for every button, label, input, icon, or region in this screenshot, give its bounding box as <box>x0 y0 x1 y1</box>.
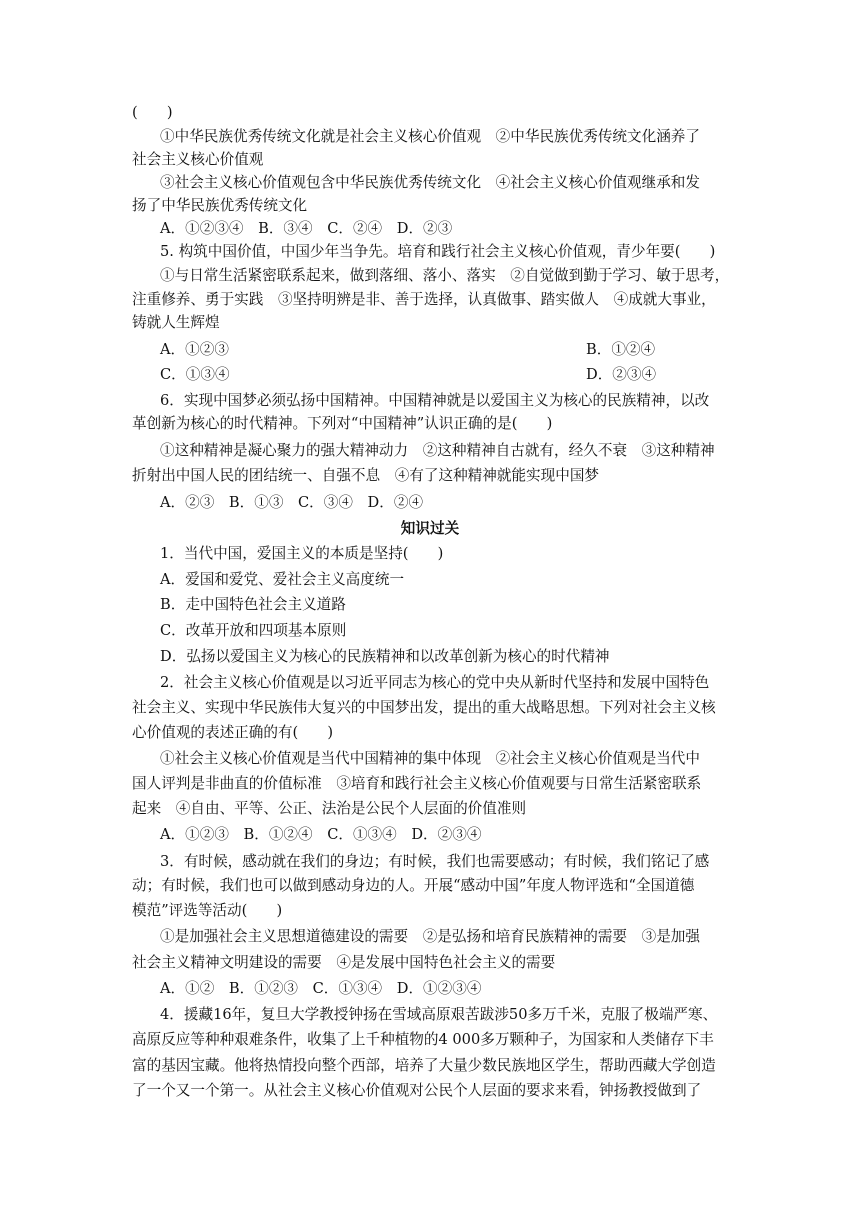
text-line: 心价值观的表述正确的有( ) <box>132 724 334 741</box>
option-b: B．走中国特色社会主义道路 <box>160 596 346 613</box>
text-line: 注重修养、勇于实践 ③坚持明辨是非、善于选择，认真做事、踏实做人 ④成就大事业， <box>132 291 716 308</box>
text-line: 扬了中华民族优秀传统文化 <box>132 197 308 214</box>
text-line: 社会主义核心价值观 <box>132 151 264 168</box>
section-heading: 知识过关 <box>400 520 460 537</box>
option-c: C．改革开放和四项基本原则 <box>160 622 347 639</box>
text-line: 高原反应等种种艰难条件，收集了上千种植物的4 000多万颗种子，为国家和人类储存下丰 <box>132 1031 714 1048</box>
option-b: B．①②④ <box>586 341 656 358</box>
question-5: 5. 构筑中国价值，中国少年当争先。培育和践行社会主义核心价值观，青少年要( ) <box>160 243 716 260</box>
text-line: ③社会主义核心价值观包含中华民族优秀传统文化 ④社会主义核心价值观继承和发 <box>160 174 700 191</box>
question-1: 1．当代中国，爱国主义的本质是坚持( ) <box>160 545 444 562</box>
text-line: ①社会主义核心价值观是当代中国精神的集中体现 ②社会主义核心价值观是当代中 <box>160 750 700 767</box>
answer-options: A．②③ B．①③ C．③④ D．②④ <box>160 494 424 511</box>
text-line: 模范”评选等活动( ) <box>132 902 283 919</box>
answer-options <box>160 340 760 360</box>
text-line: 社会主义、实现中华民族伟大复兴的中国梦出发，提出的重大战略思想。下列对社会主义核 <box>132 699 716 716</box>
answer-options: A．①② B．①②③ C．①③④ D．①②③④ <box>160 980 482 997</box>
text-line: 起来 ④自由、平等、公正、法治是公民个人层面的价值准则 <box>132 800 527 817</box>
text-line: ①中华民族优秀传统文化就是社会主义核心价值观 ②中华民族优秀传统文化涵养了 <box>160 128 700 145</box>
text-line: 了一个又一个第一。从社会主义核心价值观对公民个人层面的要求来看，钟扬教授做到了 <box>132 1082 702 1099</box>
text-line: 富的基因宝藏。他将热情投向整个西部，培养了大量少数民族地区学生，帮助西藏大学创造 <box>132 1057 716 1074</box>
option-d: D．②③④ <box>586 366 657 383</box>
text-line: 革创新为核心的时代精神。下列对“中国精神”认识正确的是( ) <box>132 415 553 432</box>
answer-options: A．①②③④ B．③④ C．②④ D．②③ <box>160 220 453 237</box>
answer-options: A．①②③ B．①②④ C．①③④ D．②③④ <box>160 826 482 843</box>
answer-options <box>160 365 760 385</box>
option-d: D．弘扬以爱国主义为核心的民族精神和以改革创新为核心的时代精神 <box>160 648 610 665</box>
question-2: 2．社会主义核心价值观是以习近平同志为核心的党中央从新时代坚持和发展中国特色 <box>160 674 710 691</box>
text-line: ( ) <box>132 104 173 121</box>
question-4: 4．援藏16年，复旦大学教授钟扬在雪域高原艰苦跋涉50多万千米，克服了极端严寒、 <box>160 1006 718 1023</box>
text-line: ①与日常生活紧密联系起来，做到落细、落小、落实 ②自觉做到勤于学习、敏于思考， <box>160 267 730 284</box>
text-line: ①这种精神是凝心聚力的强大精神动力 ②这种精神自古就有，经久不衰 ③这种精神 <box>160 442 715 459</box>
text-line: 社会主义精神文明建设的需要 ④是发展中国特色社会主义的需要 <box>132 954 556 971</box>
option-a: A．①②③ <box>160 341 229 358</box>
text-line: 国人评判是非曲直的价值标准 ③培育和践行社会主义核心价值观要与日常生活紧密联系 <box>132 775 702 792</box>
question-6: 6．实现中国梦必须弘扬中国精神。中国精神就是以爱国主义为核心的民族精神，以改 <box>160 392 710 409</box>
text-line: 铸就人生辉煌 <box>132 314 220 331</box>
text-line: 折射出中国人民的团结统一、自强不息 ④有了这种精神就能实现中国梦 <box>132 467 600 484</box>
option-c: C．①③④ <box>160 366 230 383</box>
option-a: A．爱国和爱党、爱社会主义高度统一 <box>160 571 405 588</box>
text-line: ①是加强社会主义思想道德建设的需要 ②是弘扬和培育民族精神的需要 ③是加强 <box>160 928 700 945</box>
text-line: 动；有时候，我们也可以做到感动身边的人。开展“感动中国”年度人物评选和“全国道德 <box>132 877 695 894</box>
question-3: 3．有时候，感动就在我们的身边；有时候，我们也需要感动；有时候，我们铭记了感 <box>160 853 710 870</box>
